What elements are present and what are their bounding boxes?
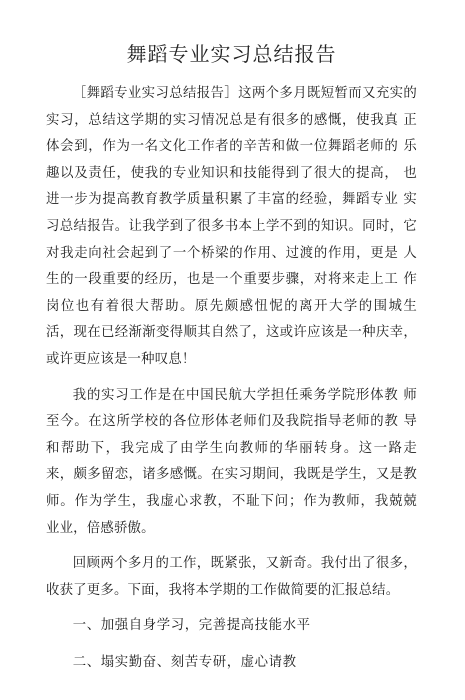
paragraph-review: 回顾两个多月的工作，既紧张，又新奇。我付出了很多，收获了更多。下面，我将本学期的工作做简要的汇报总结。 [46,556,417,598]
document-title: 舞蹈专业实习总结报告 [126,42,337,66]
section-heading-1: 一、加强自身学习，完善提高技能水平 [72,618,311,634]
paragraph-internship: 我的实习工作是在中国民航大学担任乘务学院形体教 师至今。在这所学校的各位形体老师们及我院指导老师的教 导和帮助下，我完成了由学生向教师的华丽转身。这一路走 来，颇多留恋，诸多感慨。在实习期间，我既是学生，又是教 师。作为学生，我虚心求教，不耻下问；作为教师，我兢兢 业业，倍感骄傲。 [46,387,417,536]
paragraph-intro: ［舞蹈专业实习总结报告］这两个多月既短暂而又充实的实习，总结这学期的实习情况总是有很多的感慨，使我真 正体会到，作为一名文化工作者的辛苦和做一位舞蹈老师的 乐趣以及责任，使我的专业知识和技能得到了很大的提高， 也进一步为提高教育教学质量积累了丰富的经验，舞蹈专业 实习总结报告。让我学到了很多书本上学不到的知识。同时，它对我走向社会起到了一个桥梁的作用、过渡的作用，更是 人生的一段重要的经历，也是一个重要步骤，对将来走上工 作岗位也有着很大帮助。原先颇感忸怩的离开大学的围城生 活，现在已经渐渐变得顺其自然了，这或许应该是一种庆幸， 或许更应该是一种叹息！ [46,86,417,367]
section-heading-2: 二、塌实勤奋、刻苦专研，虚心请教 [72,654,297,670]
